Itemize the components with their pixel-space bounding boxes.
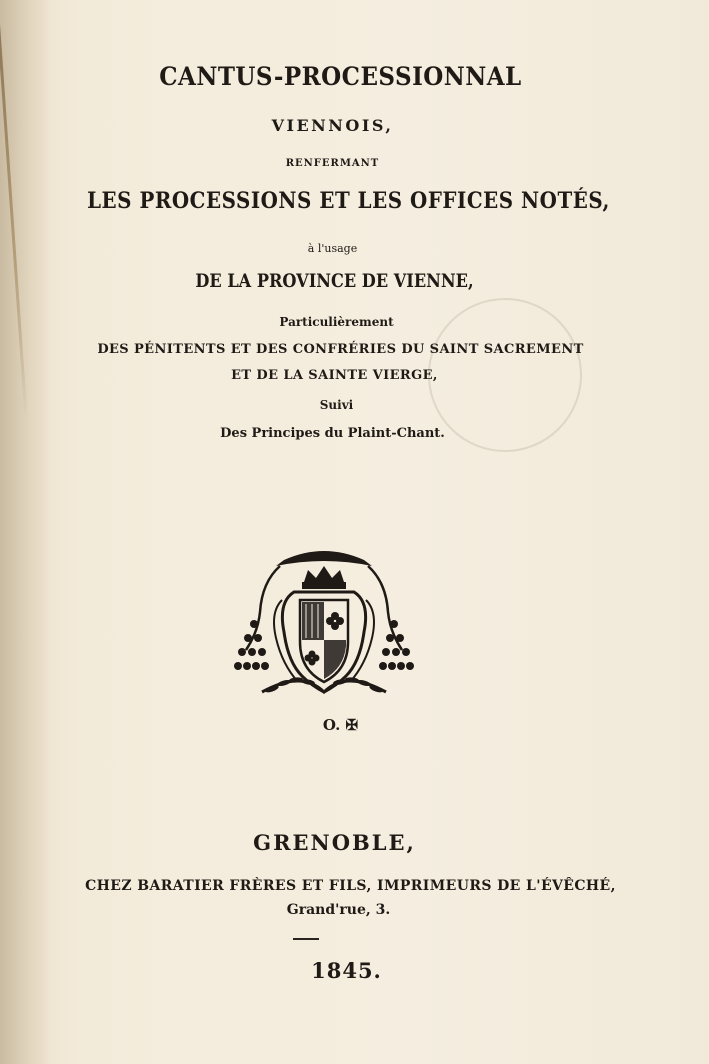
- coat-of-arms-icon: [232, 542, 416, 712]
- title-suivi: Suivi: [319, 398, 354, 412]
- title-province: DE LA PROVINCE DE VIENNE,: [195, 270, 474, 292]
- title-particulierement: Particulièrement: [279, 315, 394, 329]
- emblem-initials: O. ✠: [322, 716, 359, 734]
- divider-rule: [293, 938, 319, 940]
- title-usage: à l'usage: [307, 242, 358, 255]
- title-sub: VIENNOIS,: [271, 116, 394, 135]
- title-main: CANTUS-PROCESSIONNAL: [159, 62, 522, 91]
- imprint-year: 1845.: [311, 958, 382, 983]
- title-renfermant: RENFERMANT: [285, 158, 380, 169]
- imprint-printer: CHEZ BARATIER FRÈRES ET FILS, IMPRIMEURS DE L'ÉVÊCHÉ,: [85, 878, 616, 894]
- title-penitents: DES PÉNITENTS ET DES CONFRÉRIES DU SAINT SACREMENT: [97, 342, 584, 357]
- title-processions: LES PROCESSIONS ET LES OFFICES NOTÉS,: [87, 188, 610, 214]
- imprint-address: Grand'rue, 3.: [286, 902, 391, 918]
- imprint-city: GRENOBLE,: [253, 830, 416, 855]
- title-principes: Des Principes du Plaint-Chant.: [220, 426, 445, 441]
- title-sainte-vierge: ET DE LA SAINTE VIERGE,: [231, 368, 438, 383]
